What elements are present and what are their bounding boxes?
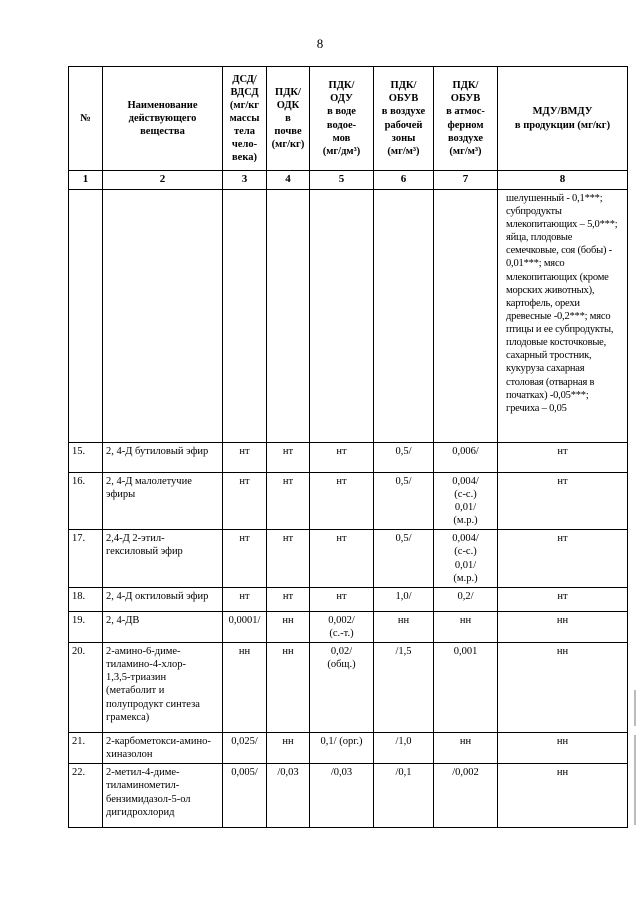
workzone-air-value: /1,5 bbox=[374, 643, 434, 733]
dsd-value: нт bbox=[223, 442, 267, 472]
row-number: 21. bbox=[69, 733, 103, 764]
substance-name: 2-метил-4-диме- тиламинометил- бензимидазол-5-ол дигидрохлорид bbox=[103, 764, 223, 828]
header-substance-name: Наименование действующего вещества bbox=[103, 67, 223, 171]
mdu-value: нн bbox=[498, 643, 628, 733]
atmosphere-value: нн bbox=[434, 733, 498, 764]
table-row bbox=[69, 611, 628, 642]
atmosphere-value: 0,004/ (с-с.) 0,01/ (м.р.) bbox=[434, 530, 498, 588]
water-value: /0,03 bbox=[310, 764, 374, 828]
atmosphere-value: 0,006/ bbox=[434, 442, 498, 472]
header-pdk-water: ПДК/ ОДУ в воде водое- мов (мг/дм³) bbox=[310, 67, 374, 171]
soil-value: нн bbox=[267, 643, 310, 733]
header-mdu-products: МДУ/ВМДУ в продукции (мг/кг) bbox=[498, 67, 628, 171]
workzone-air-value: 0,5/ bbox=[374, 530, 434, 588]
empty-cell bbox=[267, 189, 310, 442]
header-pdk-workzone-air: ПДК/ ОБУВ в воздухе рабочей зоны (мг/м³) bbox=[374, 67, 434, 171]
continuation-row bbox=[69, 189, 628, 442]
scan-margin-mark bbox=[634, 735, 636, 825]
soil-value: нн bbox=[267, 611, 310, 642]
column-number: 1 bbox=[69, 171, 103, 190]
empty-cell bbox=[374, 189, 434, 442]
column-number: 7 bbox=[434, 171, 498, 190]
soil-value: /0,03 bbox=[267, 764, 310, 828]
column-number: 8 bbox=[498, 171, 628, 190]
column-number: 4 bbox=[267, 171, 310, 190]
dsd-value: нн bbox=[223, 643, 267, 733]
column-number: 3 bbox=[223, 171, 267, 190]
column-number: 5 bbox=[310, 171, 374, 190]
header-pdk-atmosphere: ПДК/ ОБУВ в атмос- ферном воздухе (мг/м³) bbox=[434, 67, 498, 171]
row-number: 19. bbox=[69, 611, 103, 642]
soil-value: нт bbox=[267, 442, 310, 472]
dsd-value: нт bbox=[223, 472, 267, 530]
table-row bbox=[69, 530, 628, 588]
dsd-value: 0,025/ bbox=[223, 733, 267, 764]
workzone-air-value: /0,1 bbox=[374, 764, 434, 828]
substance-name: 2,4-Д 2-этил- гексиловый эфир bbox=[103, 530, 223, 588]
table-row bbox=[69, 764, 628, 828]
dsd-value: нт bbox=[223, 587, 267, 611]
mdu-value: нт bbox=[498, 442, 628, 472]
scan-margin-mark bbox=[634, 690, 636, 726]
table-row bbox=[69, 472, 628, 530]
substance-name: 2, 4-ДВ bbox=[103, 611, 223, 642]
row-number: 16. bbox=[69, 472, 103, 530]
mdu-value: нн bbox=[498, 764, 628, 828]
workzone-air-value: 0,5/ bbox=[374, 472, 434, 530]
soil-value: нт bbox=[267, 587, 310, 611]
workzone-air-value: нн bbox=[374, 611, 434, 642]
atmosphere-value: /0,002 bbox=[434, 764, 498, 828]
column-number: 2 bbox=[103, 171, 223, 190]
table-row bbox=[69, 643, 628, 733]
atmosphere-value: 0,2/ bbox=[434, 587, 498, 611]
row-number: 17. bbox=[69, 530, 103, 588]
header-number: № bbox=[69, 67, 103, 171]
mdu-value: нт bbox=[498, 587, 628, 611]
workzone-air-value: 0,5/ bbox=[374, 442, 434, 472]
substances-table bbox=[68, 66, 628, 828]
atmosphere-value: 0,004/ (с-с.) 0,01/ (м.р.) bbox=[434, 472, 498, 530]
mdu-value: нн bbox=[498, 611, 628, 642]
empty-cell bbox=[310, 189, 374, 442]
substance-name: 2-карбометокси-амино- хиназолон bbox=[103, 733, 223, 764]
empty-cell bbox=[223, 189, 267, 442]
column-numbers-row bbox=[69, 171, 628, 190]
row-number: 22. bbox=[69, 764, 103, 828]
header-row bbox=[69, 67, 628, 171]
workzone-air-value: /1,0 bbox=[374, 733, 434, 764]
dsd-value: нт bbox=[223, 530, 267, 588]
substance-name: 2, 4-Д малолетучие эфиры bbox=[103, 472, 223, 530]
workzone-air-value: 1,0/ bbox=[374, 587, 434, 611]
dsd-value: 0,005/ bbox=[223, 764, 267, 828]
mdu-value: нт bbox=[498, 530, 628, 588]
water-value: 0,1/ (орг.) bbox=[310, 733, 374, 764]
row-number: 20. bbox=[69, 643, 103, 733]
dsd-value: 0,0001/ bbox=[223, 611, 267, 642]
table-row bbox=[69, 587, 628, 611]
soil-value: нт bbox=[267, 530, 310, 588]
water-value: нт bbox=[310, 442, 374, 472]
atmosphere-value: нн bbox=[434, 611, 498, 642]
water-value: 0,02/ (общ.) bbox=[310, 643, 374, 733]
table-row bbox=[69, 442, 628, 472]
empty-cell bbox=[69, 189, 103, 442]
substance-name: 2-амино-6-диме- тиламино-4-хлор- 1,3,5-триазин (метаболит и полупродукт синтеза грамекса) bbox=[103, 643, 223, 733]
water-value: нт bbox=[310, 587, 374, 611]
water-value: 0,002/ (с.-т.) bbox=[310, 611, 374, 642]
column-number: 6 bbox=[374, 171, 434, 190]
continuation-mdu-text: шелушенный - 0,1***; субпродукты млекопитающих – 5,0***; яйца, плодовые семечковые, соя (бобы) - 0,01***; мясо млекопитающих (кроме морских животных), картофель, орехи древесные -0,2***; мясо птицы и ее субпродукты, плодовые косточковые, сахарный тростник, кукуруза сахарная столовая (отварная в початках) -0,05***; гречиха – 0,05 bbox=[498, 189, 628, 442]
soil-value: нн bbox=[267, 733, 310, 764]
header-pdk-soil: ПДК/ ОДК в почве (мг/кг) bbox=[267, 67, 310, 171]
mdu-value: нт bbox=[498, 472, 628, 530]
page-number: 8 bbox=[316, 36, 324, 51]
soil-value: нт bbox=[267, 472, 310, 530]
empty-cell bbox=[434, 189, 498, 442]
row-number: 18. bbox=[69, 587, 103, 611]
atmosphere-value: 0,001 bbox=[434, 643, 498, 733]
substance-name: 2, 4-Д октиловый эфир bbox=[103, 587, 223, 611]
table-row bbox=[69, 733, 628, 764]
water-value: нт bbox=[310, 530, 374, 588]
row-number: 15. bbox=[69, 442, 103, 472]
water-value: нт bbox=[310, 472, 374, 530]
empty-cell bbox=[103, 189, 223, 442]
mdu-value: нн bbox=[498, 733, 628, 764]
substance-name: 2, 4-Д бутиловый эфир bbox=[103, 442, 223, 472]
header-dsd: ДСД/ ВДСД (мг/кг массы тела чело- века) bbox=[223, 67, 267, 171]
